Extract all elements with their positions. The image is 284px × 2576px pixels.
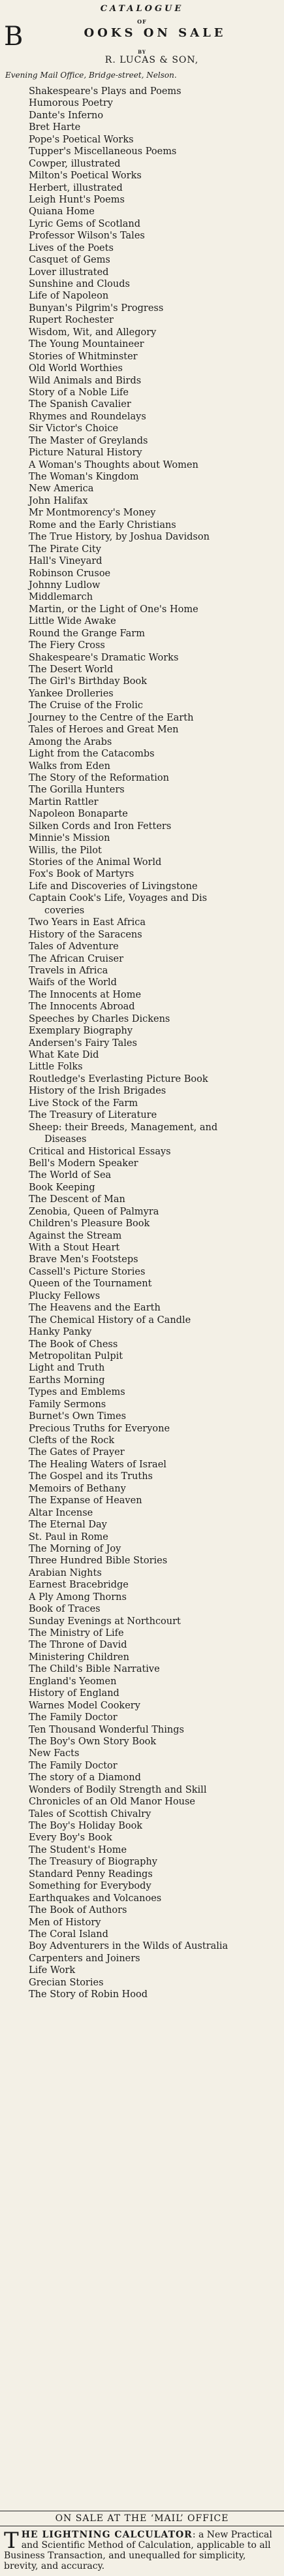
book-title: The Gorilla Hunters [29,785,125,796]
book-title: Life Work [29,1965,76,1976]
book-title: Earnest Bracebridge [29,1580,129,1591]
book-title: The Throne of David [29,1640,127,1651]
book-title: The Boy's Holiday Book [29,1821,143,1831]
book-title: Captain Cook's Life, Voyages and Dis [29,893,208,904]
book-title-continuation: coveries [44,905,85,916]
book-title: Lyric Gems of Scotland [29,218,141,229]
book-title: The True History, by Joshua Davidson [29,532,210,543]
book-title: The Child's Bible Narrative [29,1664,160,1675]
book-title: Herbert, illustrated [29,182,123,193]
book-title: Andersen's Fairy Tales [29,1037,137,1049]
book-title: The Chemical History of a Candle [29,1314,191,1326]
book-title: Shakespeare's Plays and Poems [29,86,181,97]
book-title: Wonders of Bodily Strength and Skill [29,1784,207,1795]
book-title: Casquet of Gems [29,255,110,266]
book-title: With a Stout Heart [29,1243,120,1253]
by-label: BY [138,49,146,55]
book-title: Against the Stream [29,1230,122,1241]
book-title: Milton's Poetical Works [29,171,142,182]
book-title: New America [29,483,94,495]
book-title: The Student's Home [29,1844,127,1855]
book-title: Memoirs of Bethany [29,1483,126,1494]
book-title: Among the Arabs [29,736,112,747]
book-title: Queen of the Tournament [29,1279,152,1290]
book-title: Silken Cords and Iron Fetters [29,821,172,832]
book-title: Earthquakes and Volcanoes [29,1893,162,1904]
book-title: Chronicles of an Old Manor House [29,1797,196,1808]
book-title: Quiana Home [29,206,95,218]
book-title: Humorous Poetry [29,98,113,109]
book-title: St. Paul in Rome [29,1531,108,1542]
book-title: Leigh Hunt's Poems [29,194,125,205]
book-title: Something for Everybody [29,1881,151,1892]
book-title: Pope's Poetical Works [29,134,134,145]
book-title: Routledge's Everlasting Picture Book [29,1073,208,1084]
book-title: Hall's Vineyard [29,556,103,567]
book-title: Round the Grange Farm [29,628,145,639]
book-title: What Kate Did [29,1050,99,1060]
book-title: The Morning of Joy [29,1543,121,1554]
book-title: Ministering Children [29,1652,129,1663]
book-title: The Story of Robin Hood [29,1989,148,2000]
book-title: A Woman's Thoughts about Women [29,459,198,470]
book-title: The Desert World [29,664,114,675]
book-title: The Spanish Cavalier [29,399,131,410]
book-title: Martin, or the Light of One's Home [29,604,198,615]
book-title: The Descent of Man [29,1194,125,1205]
book-title: The Cruise of the Frolic [29,700,144,711]
book-title: A Ply Among Thorns [29,1591,127,1603]
book-title: Plucky Fellows [29,1290,101,1301]
book-title: Ten Thousand Wonderful Things [29,1724,184,1735]
book-title: Journey to the Centre of the Earth [29,712,194,723]
book-title: Wisdom, Wit, and Allegory [29,327,157,338]
book-title: The Master of Greylands [29,435,148,446]
book-title: Brave Men's Footsteps [29,1254,138,1265]
book-title: Willis, the Pilot [29,845,102,856]
book-title: Clefts of the Rock [29,1435,115,1446]
book-title: The story of a Diamond [29,1772,141,1784]
book-title: Family Sermons [29,1399,106,1410]
book-title: The Expanse of Heaven [29,1495,142,1507]
book-title: The Book of Chess [29,1339,118,1350]
book-title: Waifs of the World [29,977,117,988]
book-title: Metropolitan Pulpit [29,1350,123,1361]
book-title: History of England [29,1688,119,1699]
book-title: Two Years in East Africa [29,917,146,928]
book-title: The Fiery Cross [29,640,105,651]
book-title: Earths Morning [29,1375,105,1386]
book-title: Professor Wilson's Tales [29,231,145,242]
book-title: Life of Napoleon [29,291,109,302]
book-title: John Halifax [29,495,88,506]
book-title: Wild Animals and Birds [29,375,142,386]
book-title: Book Keeping [29,1182,95,1193]
book-title: The Young Mountaineer [29,339,144,350]
book-title: Men of History [29,1917,101,1928]
book-title: The Family Doctor [29,1760,118,1771]
book-title: Rome and the Early Christians [29,519,176,530]
book-title: The Boy's Own Story Book [29,1736,157,1747]
books-on-sale-text: OOKS ON SALE [84,26,227,40]
book-title: The Innocents at Home [29,989,142,1000]
book-title: The Family Doctor [29,1712,118,1723]
book-title: Picture Natural History [29,448,142,459]
book-title: Book of Traces [29,1604,101,1615]
book-title: Little Folks [29,1062,83,1073]
book-title: Altar Incense [29,1507,93,1518]
book-title: Tales of Heroes and Great Men [29,725,179,736]
book-title: Shakespeare's Dramatic Works [29,652,179,663]
book-title-continuation: Diseases [44,1134,87,1145]
book-title: Grecian Stories [29,1977,104,1988]
book-title: Exemplary Biography [29,1026,133,1037]
book-title: Stories of the Animal World [29,857,162,868]
book-title: Middlemarch [29,592,93,603]
book-title: Sir Victor's Choice [29,423,119,434]
book-title: Hanky Panky [29,1327,92,1338]
book-title: The Gates of Prayer [29,1447,125,1458]
book-title: Light from the Catacombs [29,749,155,760]
book-title: Cassell's Picture Stories [29,1266,146,1277]
book-title: Stories of Whitminster [29,351,138,362]
book-title: Three Hundred Bible Stories [29,1556,168,1567]
book-title: Walks from Eden [29,760,110,772]
book-title: Carpenters and Joiners [29,1953,140,1964]
book-title: England's Yeomen [29,1676,117,1687]
book-title: Bret Harte [29,122,81,133]
book-title: Every Boy's Book [29,1833,112,1844]
book-title: The Heavens and the Earth [29,1303,161,1314]
book-title: Bell's Modern Speaker [29,1158,138,1169]
book-title: Sunshine and Clouds [29,279,130,289]
book-title: The Innocents Abroad [29,1002,135,1013]
book-title: Bunyan's Pilgrim's Progress [29,302,164,314]
book-title: Life and Discoveries of Livingstone [29,881,198,892]
book-title: Tupper's Miscellaneous Poems [29,146,177,157]
book-title: The Girl's Birthday Book [29,676,148,687]
book-title: Arabian Nights [29,1567,102,1578]
calculator-dropcap: T [4,2528,19,2554]
calculator-title: HE LIGHTNING CALCULATOR [21,2530,193,2540]
book-title: Zenobia, Queen of Palmyra [29,1206,159,1217]
book-title: Robinson Crusoe [29,568,111,579]
book-title: Light and Truth [29,1363,105,1374]
calculator-description: : a New Practical and Scientific Method of Calculation, applicable to all Business Transaction, and unequalled for simplicity, brevity, and accuracy. [4,2530,272,2571]
book-title: Precious Truths for Everyone [29,1423,170,1434]
book-title: Types and Emblems [29,1387,125,1398]
book-title: Mr Montmorency's Money [29,508,156,519]
book-title: The Coral Island [29,1929,108,1940]
book-title: Tales of Adventure [29,941,119,953]
book-title: Story of a Noble Life [29,387,129,398]
on-sale-notice: ON SALE AT THE ‘MAIL’ OFFICE [55,2513,229,2524]
book-title: Tales of Scottish Chivalry [29,1808,151,1819]
book-title: The Eternal Day [29,1520,107,1531]
book-title: History of the Saracens [29,929,142,940]
book-title: The Treasury of Literature [29,1110,157,1121]
book-title: Speeches by Charles Dickens [29,1013,170,1024]
book-title: Burnet's Own Times [29,1411,127,1422]
book-title: The Pirate City [29,544,101,555]
publisher-address: Evening Mail Office, Bridge-street, Nelson. [5,71,177,80]
book-title: New Facts [29,1748,80,1759]
book-title: Lover illustrated [29,267,109,278]
book-title: Lives of the Poets [29,242,114,253]
book-title: Boy Adventurers in the Wilds of Australia [29,1941,229,1952]
book-title: Johnny Ludlow [29,579,101,591]
book-title: Standard Penny Readings [29,1868,153,1880]
book-title: Minnie's Mission [29,833,110,844]
book-title: Travels in Africa [29,965,108,976]
book-title: Napoleon Bonaparte [29,809,128,820]
book-title: The Treasury of Biography [29,1857,157,1868]
book-title: History of the Irish Brigades [29,1086,166,1097]
book-title: Old World Worthies [29,363,123,374]
book-title: Warnes Model Cookery [29,1700,140,1711]
book-title: The Ministry of Life [29,1628,124,1639]
book-title: Rupert Rochester [29,315,114,326]
book-title: The Gospel and its Truths [29,1471,153,1482]
book-title: Dante's Inferno [29,110,104,121]
book-title: Martin Rattler [29,796,99,807]
book-title: The African Cruiser [29,953,124,964]
of-label: OF [137,18,147,25]
book-title: Cowper, illustrated [29,158,121,169]
book-title: The Story of the Reformation [29,772,169,783]
book-title: Little Wide Awake [29,616,116,627]
book-title: Fox's Book of Martyrs [29,869,134,880]
book-title: Sunday Evenings at Northcourt [29,1616,181,1627]
lightning-calculator-advert [4,2530,281,2571]
publisher-name: R. LUCAS & SON, [104,55,199,65]
books-initial-letter: B [4,22,24,52]
book-title: Critical and Historical Essays [29,1146,171,1157]
book-title: The World of Sea [29,1170,112,1181]
book-title: Sheep: their Breeds, Management, and [29,1122,218,1133]
book-title: Children's Pleasure Book [29,1218,150,1230]
book-title: Live Stock of the Farm [29,1098,138,1109]
book-title: The Healing Waters of Israel [29,1459,166,1470]
book-title: The Woman's Kingdom [29,472,139,482]
book-title: The Book of Authors [29,1905,127,1916]
book-title: Yankee Drolleries [29,688,114,699]
catalogue-heading: CATALOGUE [100,4,184,14]
book-title-list [29,86,277,2001]
book-title: Rhymes and Roundelays [29,411,146,422]
